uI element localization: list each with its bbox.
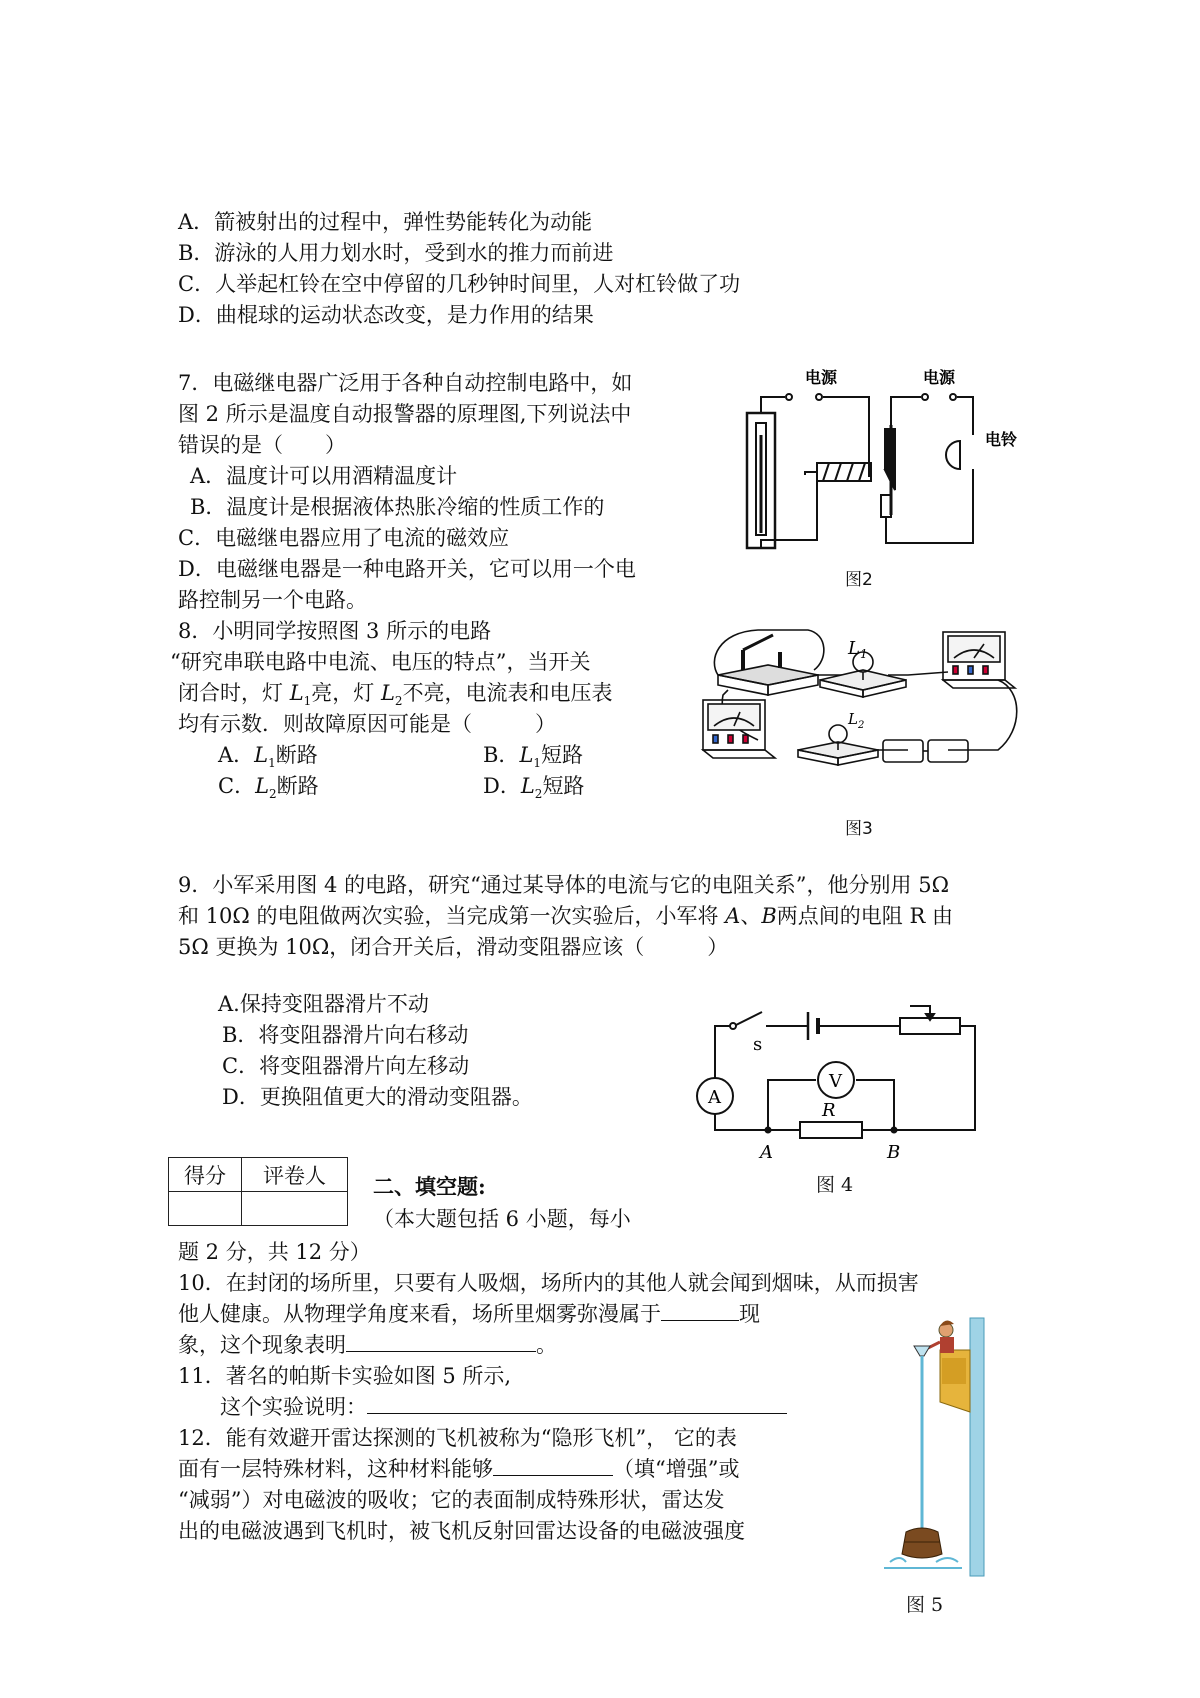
section-2-note-line1: （本大题包括 6 小题，每小 bbox=[373, 1207, 631, 1231]
q10-line3: 象，这个现象表明 。 bbox=[178, 1333, 557, 1357]
figure-2-alarm-circuit bbox=[735, 365, 1055, 555]
q6-option-c: C．人举起杠铃在空中停留的几秒钟时间里，人对杠铃做了功 bbox=[178, 272, 741, 296]
fig3-label-L2: $L_2$ bbox=[848, 710, 865, 731]
q11-line1: 11．著名的帕斯卡实验如图 5 所示, bbox=[178, 1364, 512, 1388]
q7-option-d-line2: 路控制另一个电路。 bbox=[178, 588, 367, 612]
q8-stem-line2: “研究串联电路中电流、电压的特点”，当开关 bbox=[170, 650, 591, 674]
q12-line1: 12．能有效避开雷达探测的飞机被称为“隐形飞机”， 它的表 bbox=[178, 1426, 737, 1450]
q12-line4: 出的电磁波遇到飞机时，被飞机反射回雷达设备的电磁波强度 bbox=[178, 1519, 745, 1543]
q11-line2: 这个实验说明： bbox=[220, 1392, 787, 1422]
q12-line2: 面有一层特殊材料，这种材料能够 （填“增强”或 bbox=[178, 1457, 740, 1481]
q6-option-d: D．曲棍球的运动状态改变，是力作用的结果 bbox=[178, 303, 594, 327]
reviewer-label: 评卷人 bbox=[242, 1158, 348, 1192]
q9-stem-line3: 5Ω 更换为 10Ω，闭合开关后，滑动变阻器应该（ ） bbox=[178, 935, 729, 959]
q12-blank[interactable] bbox=[493, 1455, 613, 1476]
figure-3-series-circuit bbox=[698, 620, 1028, 805]
q10-blank-2[interactable] bbox=[346, 1331, 536, 1352]
section-2-title: 二、填空题: bbox=[373, 1174, 486, 1199]
q8-stem-line4: 均有示数．则故障原因可能是（ ） bbox=[178, 712, 556, 736]
fig2-label-bell: 电铃 bbox=[985, 430, 1018, 449]
q9-option-a: A.保持变阻器滑片不动 bbox=[218, 992, 429, 1016]
q7-option-d-line1: D．电磁继电器是一种电路开关，它可以用一个电 bbox=[178, 557, 636, 581]
q9-stem-line2: 和 10Ω 的电阻做两次实验，当完成第一次实验后，小军将 A、B两点间的电阻 R 由 bbox=[178, 904, 953, 928]
section-2-note-line2: 题 2 分，共 12 分） bbox=[178, 1240, 371, 1264]
q10-blank-1[interactable] bbox=[661, 1300, 739, 1321]
fig4-point-a: A bbox=[760, 1142, 773, 1163]
q10-line2: 他人健康。从物理学角度来看，场所里烟雾弥漫属于 现 bbox=[178, 1302, 760, 1326]
q9-option-d: D．更换阻值更大的滑动变阻器。 bbox=[222, 1085, 533, 1109]
fig3-label-L1: $L_1$ bbox=[848, 638, 868, 661]
q6-option-a: A．箭被射出的过程中，弹性势能转化为动能 bbox=[178, 210, 593, 234]
fig4-resistor-label: R bbox=[822, 1100, 836, 1121]
q7-option-b: B．温度计是根据液体热胀冷缩的性质工作的 bbox=[190, 495, 605, 519]
figure-4-caption: 图 4 bbox=[816, 1174, 854, 1196]
figure-5-pascal-barrel bbox=[870, 1310, 1020, 1580]
q7-option-c: C．电磁继电器应用了电流的磁效应 bbox=[178, 526, 510, 550]
q7-stem-line2: 图 2 所示是温度自动报警器的原理图,下列说法中 bbox=[178, 402, 632, 426]
q8-option-a: A．$L_1$断路 bbox=[218, 743, 318, 771]
figure-5-caption: 图 5 bbox=[906, 1594, 944, 1616]
q6-option-b: B．游泳的人用力划水时，受到水的推力而前进 bbox=[178, 241, 614, 265]
q12-line3: “减弱”）对电磁波的吸收；它的表面制成特殊形状，雷达发 bbox=[178, 1488, 725, 1512]
fig4-label-switch: s bbox=[753, 1034, 763, 1055]
q8-option-d: D．$L_2$短路 bbox=[483, 774, 585, 802]
q9-option-b: B．将变阻器滑片向右移动 bbox=[222, 1023, 469, 1047]
q7-stem-line1: 7．电磁继电器广泛用于各种自动控制电路中，如 bbox=[178, 371, 633, 395]
fig2-label-power-2: 电源 bbox=[923, 368, 956, 387]
figure-2-caption: 图2 bbox=[845, 570, 873, 590]
q7-stem-line3: 错误的是（ ） bbox=[178, 433, 346, 457]
fig4-ammeter-label: A bbox=[708, 1087, 721, 1108]
figure-3-caption: 图3 bbox=[845, 819, 873, 839]
score-cell[interactable] bbox=[169, 1192, 242, 1226]
q9-stem-line1: 9．小军采用图 4 的电路，研究“通过某导体的电流与它的电阻关系”，他分别用 5Ω bbox=[178, 873, 949, 897]
score-label: 得分 bbox=[169, 1158, 242, 1192]
q8-stem-line1: 8．小明同学按照图 3 所示的电路 bbox=[178, 619, 492, 643]
q8-option-b: B．$L_1$短路 bbox=[483, 743, 584, 771]
score-table bbox=[168, 1157, 348, 1226]
q11-blank[interactable] bbox=[367, 1393, 787, 1414]
q10-line1: 10．在封闭的场所里，只要有人吸烟，场所内的其他人就会闻到烟味，从而损害 bbox=[178, 1271, 919, 1295]
q9-option-c: C．将变阻器滑片向左移动 bbox=[222, 1054, 470, 1078]
reviewer-cell[interactable] bbox=[242, 1192, 348, 1226]
q8-option-c: C．$L_2$断路 bbox=[218, 774, 319, 802]
fig4-point-b: B bbox=[887, 1142, 901, 1163]
fig2-label-power-1: 电源 bbox=[805, 368, 838, 387]
figure-4-circuit-diagram bbox=[690, 998, 980, 1168]
fig4-voltmeter-label: V bbox=[829, 1071, 842, 1092]
q8-stem-line3: 闭合时，灯 $L_1$亮，灯 $L_2$不亮，电流表和电压表 bbox=[178, 681, 613, 709]
q7-option-a: A．温度计可以用酒精温度计 bbox=[190, 464, 458, 488]
